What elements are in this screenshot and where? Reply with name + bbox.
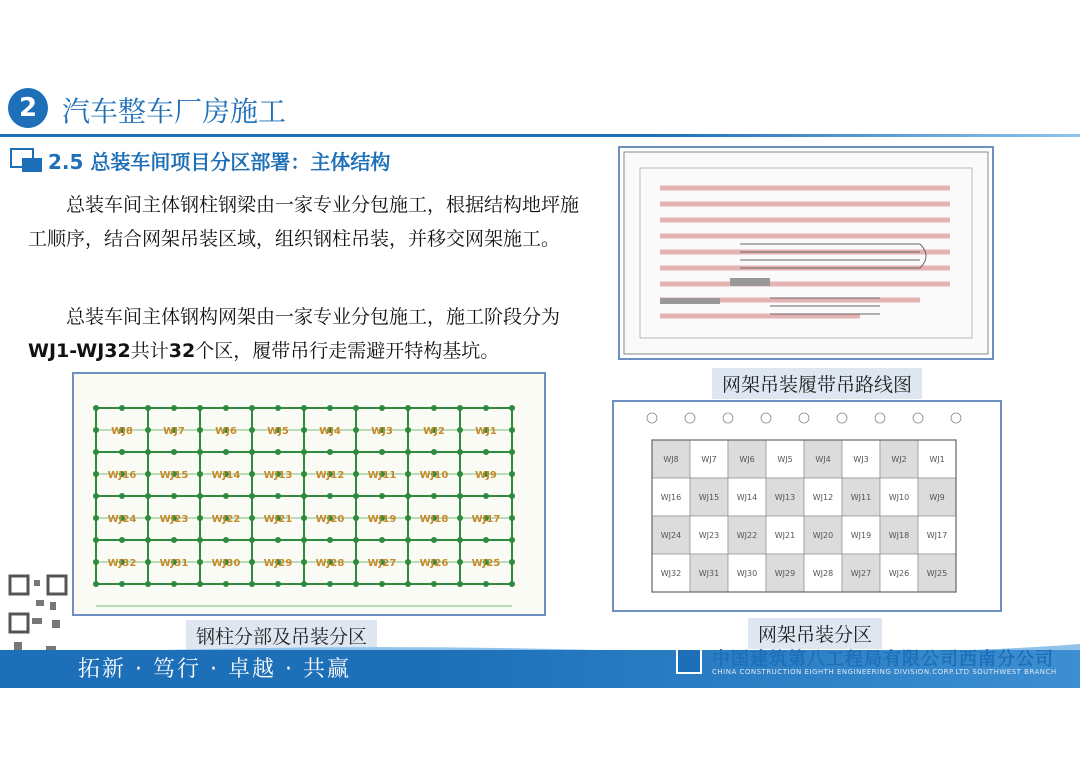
steel-column-marker <box>483 493 489 499</box>
column-zone-label: WJ30 <box>211 558 241 569</box>
steel-column-marker <box>457 537 463 543</box>
steel-column-marker <box>327 581 333 587</box>
steel-column-marker <box>119 493 125 499</box>
footer-slogan: 拓新 · 笃行 · 卓越 · 共赢 <box>78 657 351 682</box>
steel-column-marker <box>197 449 203 455</box>
steel-column-marker <box>353 493 359 499</box>
steel-column-marker <box>249 427 255 433</box>
column-zone-label: WJ17 <box>471 514 501 525</box>
steel-column-marker <box>249 559 255 565</box>
truss-zone-label: WJ4 <box>815 455 831 464</box>
column-zone-label: WJ18 <box>419 514 449 525</box>
steel-column-marker <box>379 493 385 499</box>
steel-column-marker <box>353 559 359 565</box>
steel-column-marker <box>93 405 99 411</box>
paragraph-1-text: 总装车间主体钢柱钢梁由一家专业分包施工，根据结构地坪施工顺序，结合网架吊装区域，组织钢柱吊装，并移交网架施工。 <box>28 194 580 250</box>
steel-column-marker <box>379 449 385 455</box>
steel-column-marker <box>457 559 463 565</box>
steel-column-marker <box>301 427 307 433</box>
column-zone-label: WJ10 <box>419 470 449 481</box>
column-zone-label: WJ31 <box>159 558 189 569</box>
steel-column-marker <box>275 537 281 543</box>
steel-column-marker <box>405 427 411 433</box>
steel-column-marker <box>353 427 359 433</box>
steel-column-marker <box>509 559 515 565</box>
steel-column-marker <box>353 449 359 455</box>
truss-zone-label: WJ23 <box>698 531 720 540</box>
company-logo-icon <box>676 648 702 674</box>
truss-zone-label: WJ29 <box>774 569 796 578</box>
truss-zone-label: WJ10 <box>888 493 910 502</box>
truss-zone-label: WJ15 <box>698 493 720 502</box>
truss-zone-label: WJ31 <box>698 569 720 578</box>
truss-zone-label: WJ28 <box>812 569 834 578</box>
steel-column-marker <box>145 515 151 521</box>
column-zone-label: WJ20 <box>315 514 345 525</box>
steel-column-marker <box>145 427 151 433</box>
paragraph-2 <box>28 300 588 368</box>
column-zone-label: WJ28 <box>315 558 345 569</box>
steel-column-marker <box>249 515 255 521</box>
steel-column-marker <box>275 493 281 499</box>
column-zone-label: WJ6 <box>215 426 237 437</box>
truss-zone-label: WJ19 <box>850 531 872 540</box>
steel-column-marker <box>353 515 359 521</box>
truss-zone-caption: 网架吊装分区 <box>748 618 882 649</box>
column-zone-label: WJ2 <box>423 426 445 437</box>
steel-column-marker <box>197 427 203 433</box>
company-name-en: CHINA CONSTRUCTION EIGHTH ENGINEERING DIVISION.CORP.LTD SOUTHWEST BRANCH <box>712 668 1057 676</box>
truss-zone-label: WJ18 <box>888 531 910 540</box>
steel-column-marker <box>197 581 203 587</box>
steel-column-marker <box>93 559 99 565</box>
steel-column-marker <box>509 581 515 587</box>
steel-column-marker <box>145 537 151 543</box>
steel-column-marker <box>353 537 359 543</box>
column-zone-label: WJ4 <box>319 426 341 437</box>
steel-column-marker <box>457 405 463 411</box>
column-zone-label: WJ16 <box>107 470 137 481</box>
truss-zone-label: WJ8 <box>663 455 679 464</box>
column-zone-label: WJ3 <box>371 426 393 437</box>
steel-column-marker <box>327 493 333 499</box>
steel-column-marker <box>509 427 515 433</box>
steel-column-marker <box>223 581 229 587</box>
column-zone-label: WJ5 <box>267 426 289 437</box>
steel-column-marker <box>93 515 99 521</box>
steel-column-marker <box>379 581 385 587</box>
steel-column-marker <box>93 493 99 499</box>
steel-column-marker <box>379 537 385 543</box>
steel-column-marker <box>301 449 307 455</box>
steel-column-marker <box>483 537 489 543</box>
steel-column-marker <box>249 449 255 455</box>
steel-column-marker <box>223 449 229 455</box>
steel-column-marker <box>431 405 437 411</box>
steel-column-marker <box>509 405 515 411</box>
truss-zone-label: WJ5 <box>777 455 793 464</box>
steel-column-marker <box>119 405 125 411</box>
column-layout-drawing <box>72 372 546 616</box>
truss-zone-label: WJ27 <box>850 569 872 578</box>
steel-column-marker <box>431 493 437 499</box>
steel-column-marker <box>301 559 307 565</box>
column-zone-label: WJ27 <box>367 558 397 569</box>
truss-zone-label: WJ32 <box>660 569 682 578</box>
crane-route-drawing <box>618 146 994 360</box>
steel-column-marker <box>405 471 411 477</box>
crane-route-caption: 网架吊装履带吊路线图 <box>712 368 922 399</box>
steel-column-marker <box>301 405 307 411</box>
steel-column-marker <box>301 493 307 499</box>
steel-column-marker <box>457 581 463 587</box>
truss-zone-label: WJ6 <box>739 455 755 464</box>
steel-column-marker <box>509 537 515 543</box>
column-zone-label: WJ11 <box>367 470 397 481</box>
truss-zone-label: WJ14 <box>736 493 758 502</box>
subsection-title: 2.5 总装车间项目分区部署：主体结构 <box>48 150 391 174</box>
steel-column-marker <box>223 405 229 411</box>
steel-column-marker <box>379 405 385 411</box>
truss-zone-label: WJ9 <box>929 493 945 502</box>
steel-column-marker <box>483 449 489 455</box>
steel-column-marker <box>275 581 281 587</box>
steel-column-marker <box>405 559 411 565</box>
header-divider <box>0 134 1080 137</box>
steel-column-marker <box>275 449 281 455</box>
steel-column-marker <box>327 449 333 455</box>
steel-column-marker <box>197 471 203 477</box>
truss-zone-label: WJ17 <box>926 531 948 540</box>
steel-column-marker <box>509 493 515 499</box>
steel-column-marker <box>197 493 203 499</box>
steel-column-marker <box>483 581 489 587</box>
column-zone-label: WJ29 <box>263 558 293 569</box>
subsection-marker-fill-icon <box>22 158 42 172</box>
steel-column-marker <box>171 405 177 411</box>
column-zone-label: WJ21 <box>263 514 293 525</box>
paragraph-2-prefix: 总装车间主体钢构网架由一家专业分包施工，施工阶段分为 <box>66 306 561 328</box>
steel-column-marker <box>93 471 99 477</box>
steel-column-marker <box>249 581 255 587</box>
steel-column-marker <box>171 449 177 455</box>
steel-column-marker <box>93 537 99 543</box>
steel-column-marker <box>327 405 333 411</box>
column-zone-label: WJ26 <box>419 558 449 569</box>
steel-column-marker <box>197 559 203 565</box>
steel-column-marker <box>197 405 203 411</box>
column-zone-label: WJ23 <box>159 514 189 525</box>
steel-column-marker <box>145 405 151 411</box>
steel-column-marker <box>431 449 437 455</box>
steel-column-marker <box>405 581 411 587</box>
steel-column-marker <box>93 581 99 587</box>
steel-column-marker <box>249 537 255 543</box>
column-zone-label: WJ1 <box>475 426 497 437</box>
steel-column-marker <box>327 537 333 543</box>
steel-column-marker <box>171 493 177 499</box>
steel-column-marker <box>145 581 151 587</box>
truss-zone-label: WJ7 <box>701 455 717 464</box>
truss-zone-label: WJ2 <box>891 455 907 464</box>
steel-column-marker <box>145 471 151 477</box>
steel-column-marker <box>405 405 411 411</box>
steel-column-marker <box>301 537 307 543</box>
paragraph-2-mid: 共计 <box>130 340 169 362</box>
truss-zone-label: WJ16 <box>660 493 682 502</box>
steel-column-marker <box>457 471 463 477</box>
truss-zone-label: WJ26 <box>888 569 910 578</box>
steel-column-marker <box>431 537 437 543</box>
steel-column-marker <box>145 559 151 565</box>
steel-column-marker <box>301 471 307 477</box>
steel-column-marker <box>353 405 359 411</box>
truss-zone-label: WJ22 <box>736 531 758 540</box>
steel-column-marker <box>301 581 307 587</box>
steel-column-marker <box>119 537 125 543</box>
steel-column-marker <box>509 449 515 455</box>
steel-column-marker <box>457 449 463 455</box>
steel-column-marker <box>145 449 151 455</box>
column-zone-label: WJ32 <box>107 558 137 569</box>
section-title: 汽车整车厂房施工 <box>62 95 287 128</box>
steel-column-marker <box>275 405 281 411</box>
column-zone-label: WJ7 <box>163 426 185 437</box>
column-zone-label: WJ22 <box>211 514 241 525</box>
steel-column-marker <box>509 471 515 477</box>
steel-column-marker <box>457 515 463 521</box>
column-layout-caption: 钢柱分部及吊装分区 <box>186 620 377 651</box>
steel-column-marker <box>301 515 307 521</box>
steel-column-marker <box>145 493 151 499</box>
steel-column-marker <box>249 405 255 411</box>
steel-column-marker <box>405 537 411 543</box>
steel-column-marker <box>353 581 359 587</box>
paragraph-2-suffix: 个区，履带吊行走需避开特构基坑。 <box>195 340 500 362</box>
truss-zone-label: WJ21 <box>774 531 796 540</box>
paragraph-1 <box>28 188 588 256</box>
column-zone-label: WJ8 <box>111 426 133 437</box>
truss-zone-drawing <box>612 400 1002 612</box>
company-name: 中国建筑第八工程局有限公司西南分公司 <box>712 649 1054 670</box>
steel-column-marker <box>457 493 463 499</box>
steel-column-marker <box>93 449 99 455</box>
steel-column-marker <box>223 493 229 499</box>
steel-column-marker <box>119 449 125 455</box>
truss-zone-label: WJ30 <box>736 569 758 578</box>
paragraph-2-count: 32 <box>168 340 196 362</box>
column-zone-label: WJ9 <box>475 470 497 481</box>
steel-column-marker <box>431 581 437 587</box>
steel-column-marker <box>119 581 125 587</box>
steel-column-marker <box>405 449 411 455</box>
steel-column-marker <box>483 405 489 411</box>
section-number-badge: 2 <box>8 88 48 128</box>
steel-column-marker <box>353 471 359 477</box>
truss-zone-label: WJ24 <box>660 531 682 540</box>
truss-grid <box>647 413 961 592</box>
steel-column-marker <box>509 515 515 521</box>
steel-column-marker <box>457 427 463 433</box>
truss-zone-label: WJ12 <box>812 493 834 502</box>
steel-column-marker <box>249 493 255 499</box>
steel-column-marker <box>249 471 255 477</box>
truss-zone-label: WJ13 <box>774 493 796 502</box>
truss-zone-label: WJ20 <box>812 531 834 540</box>
truss-zone-label: WJ1 <box>929 455 945 464</box>
steel-column-marker <box>223 537 229 543</box>
column-zone-label: WJ13 <box>263 470 293 481</box>
steel-column-marker <box>171 537 177 543</box>
column-zone-label: WJ19 <box>367 514 397 525</box>
steel-column-marker <box>197 515 203 521</box>
steel-column-marker <box>405 493 411 499</box>
column-zone-label: WJ14 <box>211 470 241 481</box>
column-zone-label: WJ24 <box>107 514 137 525</box>
column-zone-label: WJ15 <box>159 470 189 481</box>
steel-column-marker <box>93 427 99 433</box>
column-zone-label: WJ25 <box>471 558 501 569</box>
truss-zone-label: WJ3 <box>853 455 869 464</box>
column-zone-label: WJ12 <box>315 470 345 481</box>
steel-column-marker <box>171 581 177 587</box>
truss-zone-label: WJ25 <box>926 569 948 578</box>
truss-zone-label: WJ11 <box>850 493 872 502</box>
paragraph-2-range: WJ1-WJ32 <box>28 340 131 362</box>
steel-column-marker <box>405 515 411 521</box>
steel-column-marker <box>197 537 203 543</box>
